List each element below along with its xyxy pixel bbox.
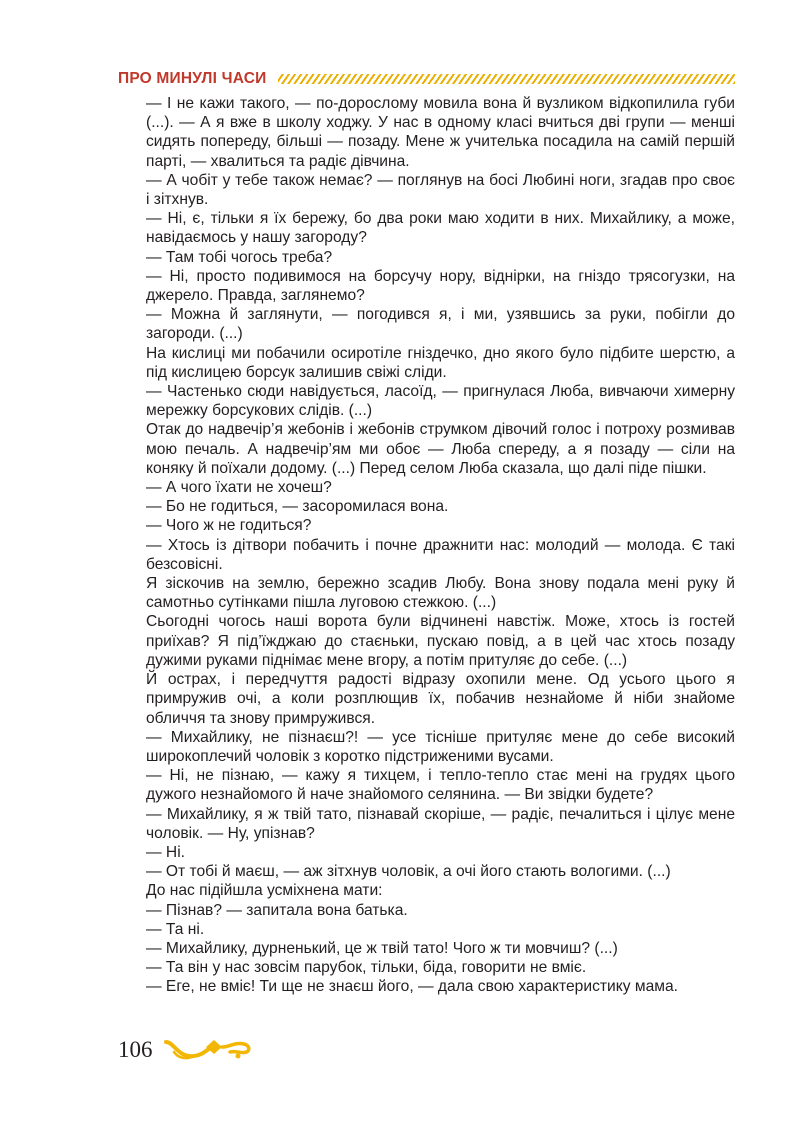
- paragraph: — Ні, не пізнаю, — кажу я тихцем, і тепло-тепло стає мені на грудях цього дужого незнайомого й наче знайомого селянина. — Ви звідки будете?: [146, 767, 735, 804]
- paragraph: — Хтось із дітвори побачить і почне дражнити нас: молодий — молода. Є такі безсовісні.: [146, 536, 735, 573]
- page-number: 106: [118, 1037, 153, 1062]
- paragraph: — А чобіт у тебе також немає? — поглянув на босі Любині ноги, згадав про своє і зітхнув.: [146, 171, 735, 209]
- paragraph: — Михайлику, не пізнаєш?! — усе тісніше притуляє мене до себе високий широкоплечий чоловік з коротко підстриженими вусами.: [146, 728, 735, 765]
- paragraph: — Можна й заглянути, — погодився я, і ми, узявшись за руки, побігли до загороди. (...): [146, 306, 735, 343]
- gold-swirl-ornament-icon: [164, 1036, 254, 1066]
- paragraph: — А чого їхати не хочеш?: [146, 479, 332, 497]
- paragraph: Сьогодні чогось наші ворота були відчинені навстіж. Може, хтось із гостей приїхав? Я під’їжджаю до стаєньки, пускаю повід, а в цей час хтось позаду дужими руками піднімає мене вгору, а потім притуляє до себе. (...): [146, 613, 735, 669]
- running-header: [118, 67, 735, 91]
- paragraph: — І не кажи такого, — по-дорослому мовила вона й вузликом відкопилила губи (...). — А я вже в школу ходжу. У нас в одному класі вчиться дві групи — менші сидять попереду, більші — позаду. Мене ж учителька посадила на самій першій парті, — хвалиться та радіє дівчина.: [146, 95, 735, 170]
- paragraph: — Михайлику, дурненький, це ж твій тато! Чого ж ти мовчиш? (...): [146, 939, 618, 957]
- paragraph: — От тобі й маєш, — аж зітхнув чоловік, а очі його стають вологими. (...): [146, 863, 671, 881]
- paragraph: Й острах, і передчуття радості відразу охопили мене. Од усього цього я примружив очі, а коли розплющив їх, побачив незнайоме й ніби знайоме обличчя та знову примружився.: [146, 671, 735, 727]
- paragraph: — Пізнав? — запитала вона батька.: [146, 901, 408, 919]
- running-header-title: ПРО МИНУЛІ ЧАСИ: [118, 70, 267, 87]
- paragraph: — Та він у нас зовсім парубок, тільки, біда, говорити не вміє.: [146, 959, 587, 977]
- paragraph: Отак до надвечір’я жебонів і жебонів струмком дівочий голос і потроху розмивав мою печаль. А надвечір’ям ми обоє — Люба спереду, а я позаду — сіли на коняку й поїхали додому. (...) Перед селом Люба сказала, що далі піде пішки.: [146, 421, 735, 477]
- paragraph: — Еге, не вміє! Ти ще не знаєш його, — дала свою характеристику мама.: [146, 978, 678, 996]
- paragraph: На кислиці ми побачили осиротіле гніздечко, дно якого було підбите шерстю, а під кислицею борсук залишив свіжі сліди.: [146, 344, 735, 381]
- paragraph: — Ні.: [146, 843, 185, 861]
- paragraph: — Та ні.: [146, 920, 205, 938]
- header-decorative-rule: [278, 74, 735, 84]
- paragraph: — Бо не годиться, — засоромилася вона.: [146, 498, 449, 516]
- paragraph: — Михайлику, я ж твій тато, пізнавай скоріше, — радіє, печалиться і цілує мене чоловік. — Ну, упізнав?: [146, 805, 735, 842]
- paragraph: — Чого ж не годиться?: [146, 517, 312, 535]
- paragraph: — Ні, просто подивимося на борсучу нору, віднірки, на гніздо трясогузки, на джерело. Правда, заглянемо?: [146, 267, 735, 305]
- paragraph: — Ні, є, тільки я їх бережу, бо два роки маю ходити в них. Михайлику, а може, навідаємось у нашу загороду?: [146, 210, 735, 247]
- page-body-text: [146, 94, 735, 997]
- paragraph: Я зіскочив на землю, бережно зсадив Любу. Вона знову подала мені руку й самотньо сутінками пішла луговою стежкою. (...): [146, 575, 735, 612]
- paragraph: — Там тобі чогось треба?: [146, 248, 333, 266]
- paragraph: — Частенько сюди навідується, ласоїд, — пригнулася Люба, вивчаючи химерну мережку борсукових слідів. (...): [146, 383, 735, 420]
- paragraph: До нас підійшла усміхнена мати:: [146, 882, 383, 900]
